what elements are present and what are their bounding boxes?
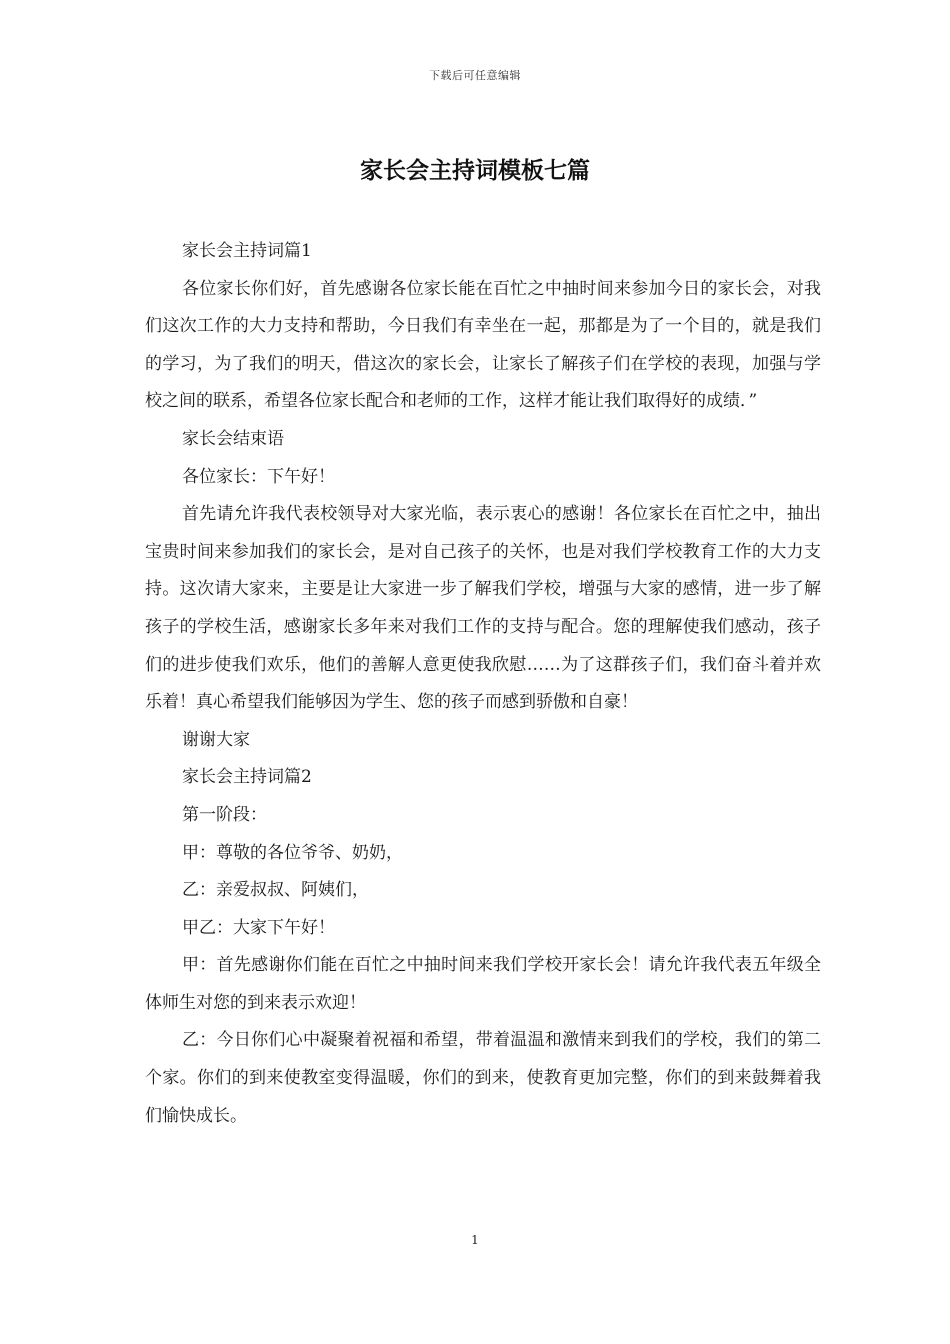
page-number: 1 xyxy=(471,1233,479,1247)
section-heading-2: 家长会主持词篇2 xyxy=(182,767,312,788)
thanks-line: 谢谢大家 xyxy=(182,729,250,750)
dialogue-line: 乙：亲爱叔叔、阿姨们， xyxy=(182,880,369,901)
dialogue-line: 乙：今日你们心中凝聚着祝福和希望，带着温温和激情来到我们的学校，我们的第二个家。你们的到来使教室变得温暖，你们的到来，使教育更加完整，你们的到来鼓舞着我们愉快成长。 xyxy=(145,1030,821,1126)
paragraph: 各位家长你们好，首先感谢各位家长能在百忙之中抽时间来参加今日的家长会，对我们这次工作的大力支持和帮助，今日我们有幸坐在一起，那都是为了一个目的，就是我们的学习，为了我们的明天，借这次的家长会，让家长了解孩子们在学校的表现，加强与学校之间的联系，希望各位家长配合和老师的工作，这样才能让我们取得好的成绩．” xyxy=(145,278,821,412)
dialogue-line: 甲：尊敬的各位爷爷、奶奶， xyxy=(182,842,403,863)
document-title: 家长会主持词模板七篇 xyxy=(360,157,590,184)
greeting-line: 各位家长：下午好！ xyxy=(182,466,335,487)
dialogue-line: 甲：首先感谢你们能在百忙之中抽时间来我们学校开家长会！请允许我代表五年级全体师生对您的到来表示欢迎！ xyxy=(145,955,821,1013)
stage-label: 第一阶段： xyxy=(182,804,267,825)
section-heading-1: 家长会主持词篇1 xyxy=(182,241,312,261)
document-body xyxy=(145,233,821,1135)
paragraph: 首先请允许我代表校领导对大家光临，表示衷心的感谢！各位家长在百忙之中，抽出宝贵时间来参加我们的家长会，是对自己孩子的关怀，也是对我们学校教育工作的大力支持。这次请大家来，主要是让大家进一步了解我们学校，增强与大家的感情，进一步了解孩子的学校生活，感谢家长多年来对我们工作的支持与配合。您的理解使我们感动，孩子们的进步使我们欢乐，他们的善解人意更使我欣慰……为了这群孩子们，我们奋斗着并欢乐着！真心希望我们能够因为学生、您的孩子而感到骄傲和自豪！ xyxy=(145,504,821,713)
dialogue-line: 甲乙：大家下午好！ xyxy=(182,917,335,938)
section-heading-closing: 家长会结束语 xyxy=(182,428,284,449)
page-header-note: 下载后可任意编辑 xyxy=(429,69,521,82)
